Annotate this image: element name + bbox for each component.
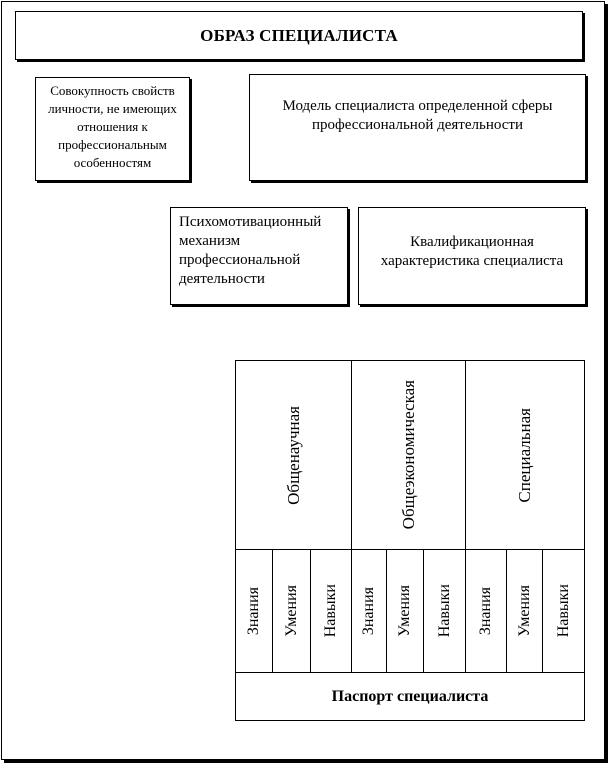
subcolumn-abilities: Навыки bbox=[311, 550, 352, 673]
category-label: Общеэкономическая bbox=[398, 380, 418, 530]
subcolumn-abilities: Навыки bbox=[543, 550, 584, 673]
category-general-science bbox=[236, 361, 352, 550]
category-general-economic bbox=[352, 361, 466, 550]
qualification-block: Квалификационная характеристика специалиста bbox=[358, 207, 586, 305]
category-label: Специальная bbox=[515, 407, 534, 503]
category-special bbox=[466, 361, 584, 550]
passport-footer-label: Паспорт специалиста bbox=[331, 687, 489, 705]
specialist-model-block: Модель специалиста определенной сферы профессиональной деятельности bbox=[249, 74, 586, 181]
subcolumn-skills: Умения bbox=[507, 550, 543, 673]
diagram-title: ОБРАЗ СПЕЦИАЛИСТА bbox=[15, 11, 583, 60]
subcolumn-abilities: Навыки bbox=[424, 550, 466, 673]
subcolumn-knowledge: Знания bbox=[466, 550, 507, 673]
subcolumn-knowledge: Знания bbox=[352, 550, 387, 673]
psychomotivational-block: Психомотивационный механизм профессиональной деятельности bbox=[170, 207, 348, 305]
subcolumn-knowledge: Знания bbox=[236, 550, 273, 673]
personality-traits-block: Совокупность свойств личности, не имеющих отношения к профессиональным особенностям bbox=[35, 77, 190, 181]
category-label: Общенаучная bbox=[283, 405, 303, 505]
specialist-passport-table bbox=[235, 360, 585, 721]
subcolumn-skills: Умения bbox=[273, 550, 311, 673]
subcolumn-skills: Умения bbox=[387, 550, 424, 673]
